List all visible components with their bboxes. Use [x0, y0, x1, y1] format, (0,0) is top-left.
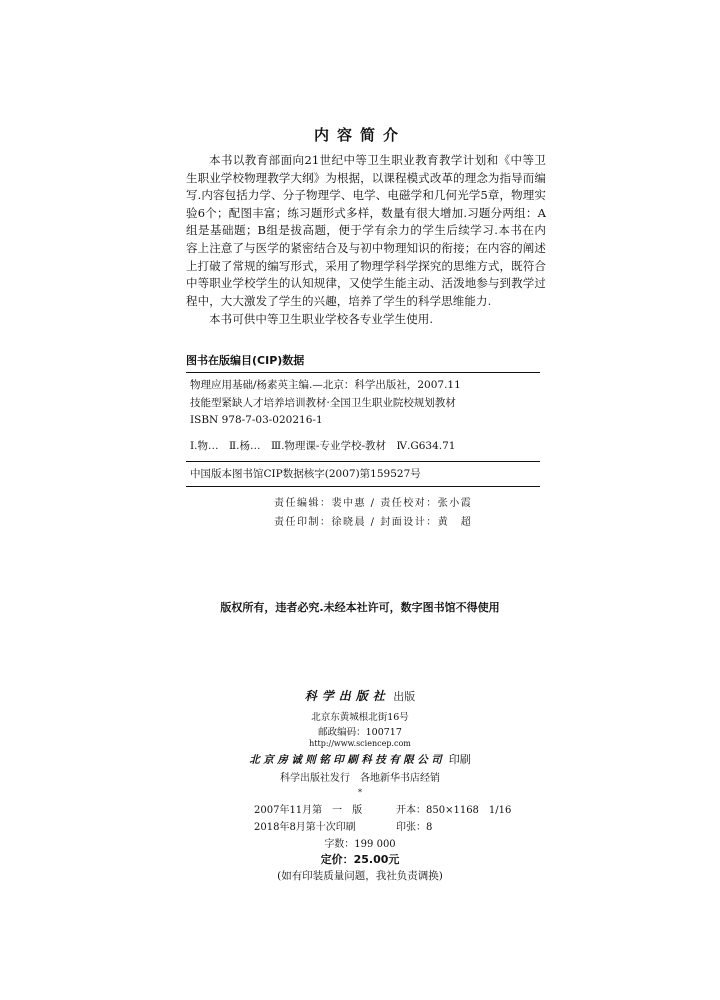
separator-star: * [358, 788, 362, 797]
cip-series-line: 技能型紧缺人才培养培训教材·全国卫生职业院校规划教材 [190, 396, 456, 409]
cip-subjects: Ⅰ.物… Ⅱ.杨… Ⅲ.物理课-专业学校-教材 Ⅳ.G634.71 [190, 439, 456, 452]
publisher-name: 科学出版社 [304, 689, 390, 703]
printer-row [0, 751, 720, 767]
cip-main-entry [186, 373, 540, 430]
cip-record-number: 中国版本图书馆CIP数据核字(2007)第159527号 [186, 461, 540, 487]
word-count: 字数：199 000 [324, 839, 396, 850]
cip-header: 图书在版编目(CIP)数据 [186, 352, 540, 373]
return-policy-note: (如有印装质量问题，我社负责调换) [277, 870, 443, 882]
publisher-zip: 邮政编码：100717 [318, 727, 402, 738]
copyright-notice: 版权所有，违者必究.未经本社许可，数字图书馆不得使用 [220, 601, 500, 614]
cip-title-line: 物理应用基础/杨素英主编.—北京：科学出版社，2007.11 [190, 379, 461, 391]
publisher-row [0, 687, 720, 704]
printing-row [254, 818, 534, 833]
price: 定价：25.00元 [320, 853, 400, 866]
publisher-url: http://www.sciencep.com [309, 739, 411, 748]
cip-isbn-line: ISBN 978-7-03-020216-1 [190, 414, 323, 426]
edition-row [254, 801, 534, 816]
publisher-role: 出版 [393, 690, 416, 703]
credits-production: 责任印制：徐晓晨 / 封面设计：黄 超 [274, 517, 473, 528]
summary-usage-paragraph: 本书可供中等卫生职业学校各专业学生使用. [209, 312, 434, 326]
printing-date: 2018年8月第十次印刷 [254, 822, 356, 833]
print-sheets: 印张：8 [396, 822, 433, 833]
printer-role: 印刷 [448, 753, 471, 766]
edition-date: 2007年11月第 一 版 [254, 805, 363, 816]
page-format: 开本：850×1168 1/16 [396, 805, 512, 816]
distribution-info: 科学出版社发行 各地新华书店经销 [280, 773, 440, 784]
printer-name: 北京房诚则铭印刷科技有限公司 [249, 754, 446, 766]
summary-title: 内容简介 [313, 126, 406, 144]
summary-paragraph: 本书以教育部面向21世纪中等卫生职业教育教学计划和《中等卫生职业学校物理教学大纲》为根据，以课程模式改革的理念为指导而编写.内容包括力学、分子物理学、电学、电磁学和几何光学5章，物理实验6个；配图丰富；练习题形式多样，数量有很大增加.习题分两组：A组是基础题；B组是拔高题，便于学有余力的学生后续学习.本书在内容上注意了与医学的紧密结合及与初中物理知识的衔接；在内容的阐述上打破了常规的编写形式，采用了物理学科学探究的思维方式，既符合中等职业学校学生的认知规律，又使学生能主动、活泼地参与到教学过程中，大大激发了学生的兴趣，培养了学生的科学思维能力. [186, 153, 546, 308]
credits-editors: 责任编辑：裴中惠 / 责任校对：张小霞 [274, 498, 473, 509]
publisher-address: 北京东黄城根北街16号 [311, 712, 409, 723]
cip-data-block [186, 352, 540, 487]
